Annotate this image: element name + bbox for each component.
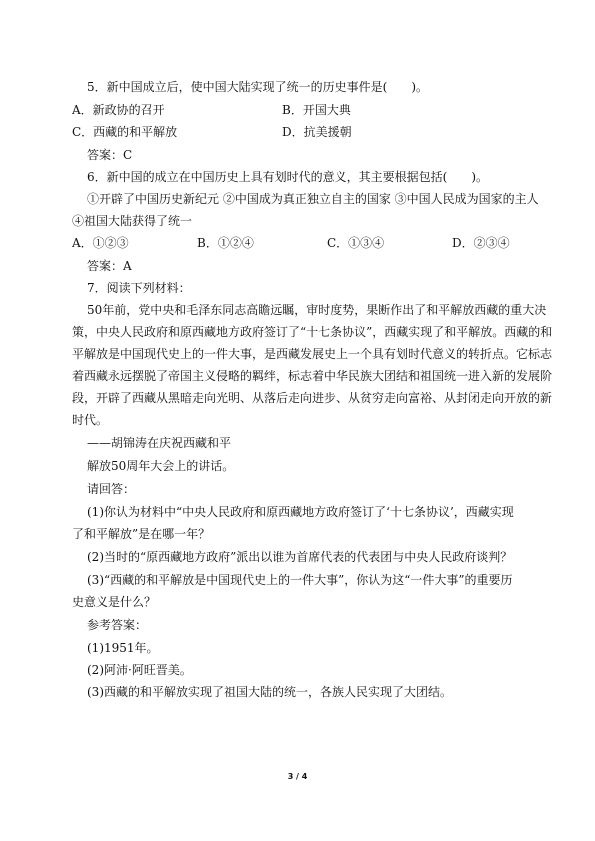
q6-items-line2: ④祖国大陆获得了统一 xyxy=(72,214,193,228)
q5-stem: 5．新中国成立后，使中国大陆实现了统一的历史事件是( )。 xyxy=(87,80,429,94)
q6-option-d: D．②③④ xyxy=(452,236,510,250)
q6-items-line1: ①开辟了中国历史新纪元 ②中国成为真正独立自主的国家 ③中国人民成为国家的主人 xyxy=(87,192,539,206)
q7-prompt: 请回答： xyxy=(87,482,136,496)
q7-reference-answer-2: (2)阿沛·阿旺晋美。 xyxy=(87,663,192,677)
q6-option-a: A．①②③ xyxy=(72,236,129,250)
q5-option-d: D．抗美援朝 xyxy=(282,125,352,139)
q7-material-line: 50年前，党中央和毛泽东同志高瞻远瞩，审时度势，果断作出了和平解放西藏的重大决 xyxy=(87,303,547,317)
q7-material-line: 段，开辟了西藏从黑暗走向光明、从落后走向进步、从贫穷走向富裕、从封闭走向开放的新 xyxy=(72,391,553,405)
q7-sub1-line2: 了和平解放”是在哪一年？ xyxy=(72,527,211,541)
q5-option-c: C．西藏的和平解放 xyxy=(72,125,178,139)
q5-option-a: A．新政协的召开 xyxy=(72,103,165,117)
q7-material-line: 着西藏永远摆脱了帝国主义侵略的羁绊，标志着中华民族大团结和祖国统一进入新的发展阶 xyxy=(72,369,553,383)
q6-options-row xyxy=(72,235,532,251)
q7-sub2: (2)当时的“原西藏地方政府”派出以谁为首席代表的代表团与中央人民政府谈判？ xyxy=(87,550,513,564)
q7-sub1-line1: (1)你认为材料中“中央人民政府和原西藏地方政府签订了‘十七条协议’，西藏实现 xyxy=(87,505,514,519)
q7-material-line: 时代。 xyxy=(72,413,109,427)
q7-material-line: 策，中央人民政府和原西藏地方政府签订了“十七条协议”，西藏实现了和平解放。西藏的和 xyxy=(72,325,553,339)
q7-sub3-line2: 史意义是什么？ xyxy=(72,595,157,609)
q5-option-b: B．开国大典 xyxy=(282,103,351,117)
q7-material-line: 平解放是中国现代史上的一件大事，是西藏发展史上一个具有划时代意义的转折点。它标志 xyxy=(72,347,553,361)
q7-reference-title: 参考答案： xyxy=(87,618,148,632)
q7-sub3-line1: (3)“西藏的和平解放是中国现代史上的一件大事”，你认为这“一件大事”的重要历 xyxy=(87,573,513,587)
q7-source-line1: ——胡锦涛在庆祝西藏和平 xyxy=(87,436,232,450)
q6-option-c: C．①③④ xyxy=(327,236,385,250)
q7-stem: 7．阅读下列材料： xyxy=(87,281,191,295)
q5-options-row2 xyxy=(72,124,532,140)
q6-answer: 答案：A xyxy=(87,259,132,273)
q6-option-b: B．①②④ xyxy=(197,236,254,250)
q7-reference-answer-3: (3)西藏的和平解放实现了祖国大陆的统一，各族人民实现了大团结。 xyxy=(87,685,453,699)
q6-stem: 6．新中国的成立在中国历史上具有划时代的意义，其主要根据包括( )。 xyxy=(87,170,489,184)
q5-answer: 答案：C xyxy=(87,148,133,162)
q7-source-line2: 解放50周年大会上的讲话。 xyxy=(87,459,235,473)
page-number: 3 / 4 xyxy=(287,772,308,781)
q5-options-row1 xyxy=(72,102,532,118)
q7-reference-answer-1: (1)1951年。 xyxy=(87,641,159,655)
